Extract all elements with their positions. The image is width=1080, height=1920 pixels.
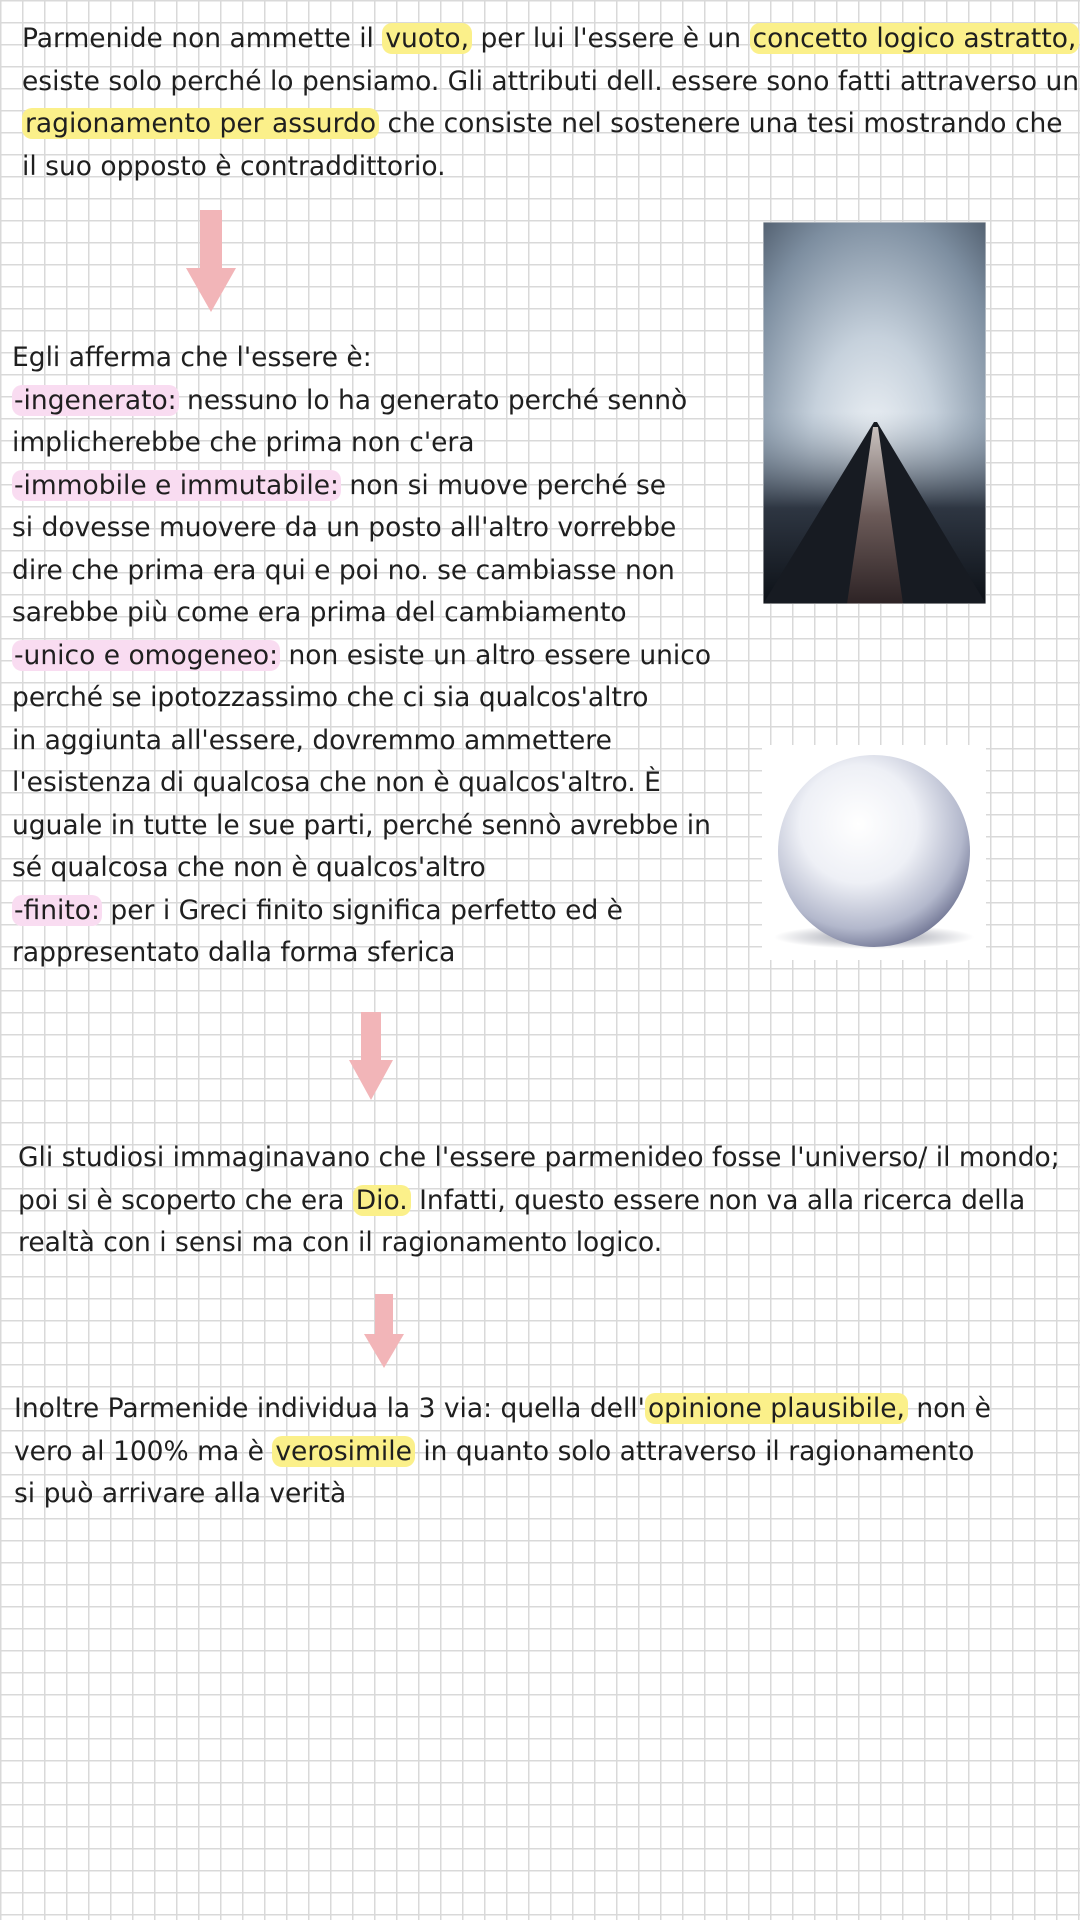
paragraph-scholars: [18, 1137, 1060, 1265]
text-line: -immobile e immutabile: non si muove perché se: [14, 469, 667, 501]
down-arrow-icon: [349, 1012, 393, 1100]
text-line: in aggiunta all'essere, dovremmo ammettere: [12, 724, 612, 756]
down-arrow-icon: [364, 1294, 404, 1368]
text-line: l'esistenza di qualcosa che non è qualcos'altro. È: [12, 767, 661, 798]
text-line: -finito: per i Greci finito significa perfetto ed è: [14, 894, 623, 926]
text-line: dire che prima era qui e poi no. se cambiasse non: [12, 554, 675, 586]
text-line: uguale in tutte le sue parti, perché sennò avrebbe in: [12, 809, 711, 841]
pier-fog-image: [763, 222, 986, 604]
highlight-concetto-logico: concetto logico astratto,: [750, 23, 1080, 54]
highlight-dio: Dio.: [353, 1185, 411, 1216]
text-line: sé qualcosa che non è qualcos'altro: [12, 852, 486, 883]
text-line: perché se ipotozzassimo che ci sia qualcos'altro: [12, 682, 649, 713]
text-line: esiste solo perché lo pensiamo. Gli attributi dell. essere sono fatti attraverso un: [22, 65, 1080, 97]
highlight-ragionamento-assurdo: ragionamento per assurdo: [22, 108, 379, 139]
paragraph-attributes: [12, 337, 711, 975]
text-line: rappresentato dalla forma sferica: [12, 937, 456, 968]
highlight-verosimile: verosimile: [272, 1436, 415, 1467]
highlight-unico: -unico e omogeneo:: [14, 639, 279, 671]
highlight-ingenerato: -ingenerato:: [14, 384, 177, 416]
highlight-immobile: -immobile e immutabile:: [14, 469, 339, 501]
text-line: si può arrivare alla verità: [14, 1478, 347, 1509]
text-line: vero al 100% ma è verosimile in quanto solo attraverso il ragionamento: [14, 1435, 975, 1467]
text-line: ragionamento per assurdo che consiste nel sostenere una tesi mostrando che: [22, 103, 1079, 146]
text-line: sarebbe più come era prima del cambiamento: [12, 597, 627, 628]
text-line: Inoltre Parmenide individua la 3 via: quella dell' opinione plausibile, non è: [14, 1393, 991, 1424]
text-line: -ingenerato: nessuno lo ha generato perché sennò: [14, 384, 688, 416]
text-line: Egli afferma che l'essere è:: [12, 342, 372, 373]
text-line: -unico e omogeneo: non esiste un altro essere unico: [14, 639, 712, 671]
highlight-vuoto: vuoto,: [382, 23, 472, 54]
text-line: implicherebbe che prima non c'era: [12, 427, 475, 458]
text-line: realtà con i sensi ma con il ragionamento logico.: [18, 1227, 663, 1258]
text-line: si dovesse muovere da un posto all'altro vorrebbe: [12, 512, 677, 543]
highlight-opinione: opinione plausibile,: [645, 1393, 908, 1424]
paragraph-void: [22, 18, 1079, 188]
text-line: poi si è scoperto che era Dio. Infatti, questo essere non va alla ricerca della: [18, 1184, 1026, 1216]
text-line: Gli studiosi immaginavano che l'essere parmenideo fosse l'universo/ il mondo;: [18, 1142, 1060, 1173]
paragraph-third-way: [14, 1388, 991, 1516]
sphere-image: [762, 745, 986, 960]
down-arrow-icon: [186, 210, 236, 312]
highlight-finito: -finito:: [14, 894, 100, 926]
text-line: Parmenide non ammette il vuoto, per lui l'essere è un concetto logico astratto,: [22, 18, 1079, 61]
text-line: il suo opposto è contraddittorio.: [22, 150, 446, 182]
